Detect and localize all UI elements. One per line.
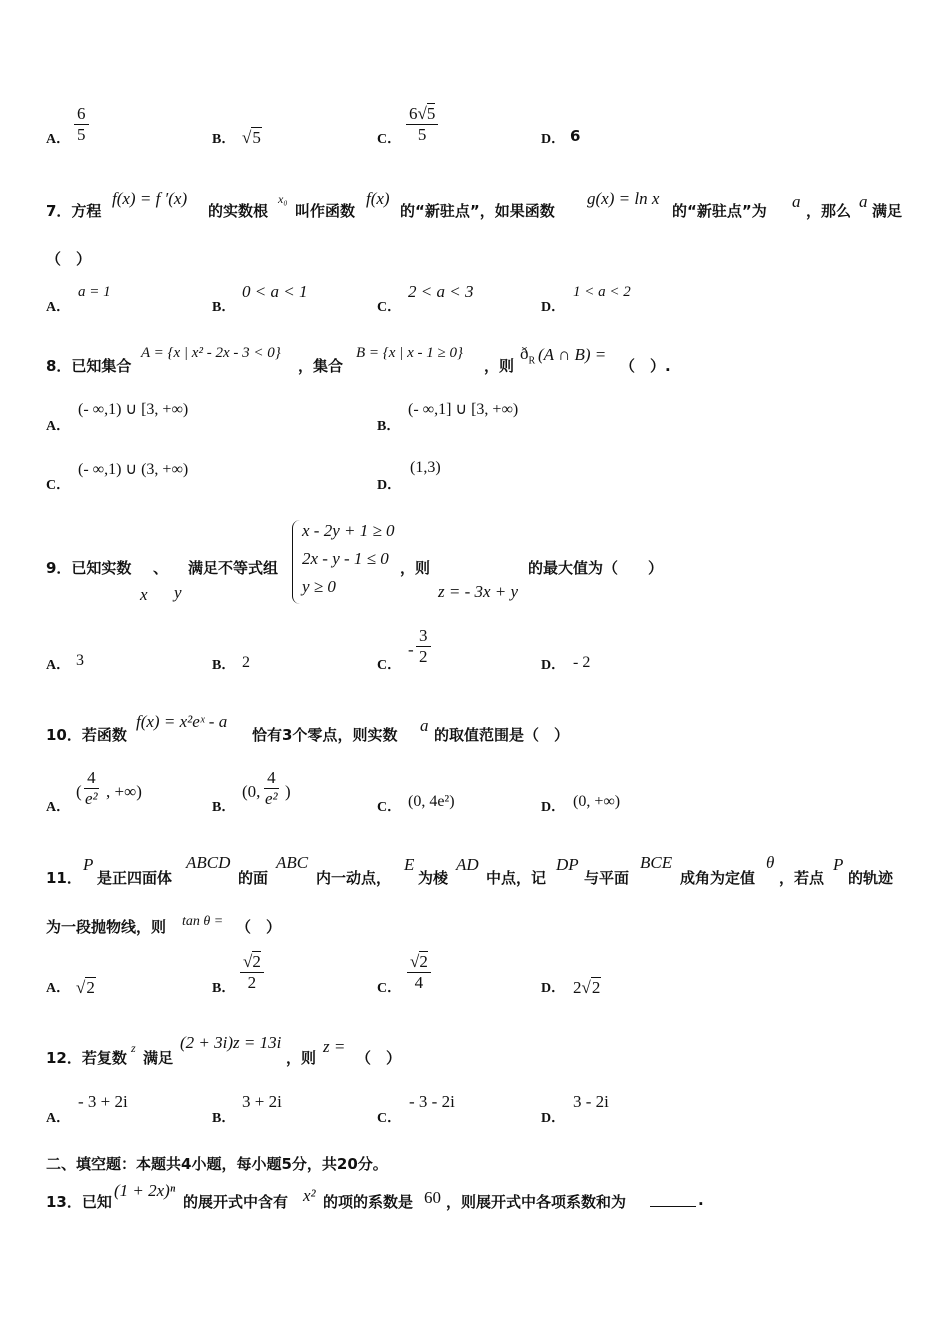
q10-option-d-value[interactable]: (0, +∞) <box>573 793 621 810</box>
q11-c-denominator: 4 <box>414 973 424 992</box>
q9-option-c-fraction[interactable] <box>416 626 431 667</box>
q6-option-c-fraction[interactable]: $\frac{6√5}{5}$ <box>406 104 438 145</box>
q9-option-b-label: B． <box>212 658 236 673</box>
q11-text-8: 成角为定值 <box>680 869 756 887</box>
q11-text-6: 中点，记 <box>486 869 547 887</box>
q6-option-a-label: A． <box>46 132 71 147</box>
q6-option-a-fraction[interactable] <box>74 104 89 145</box>
q11-math-5: AD <box>456 855 479 874</box>
q11-a-radicand: 2 <box>86 978 95 997</box>
q6-c-denominator: 5 <box>417 125 427 144</box>
q8-math-1: A = {x | x² - 2x - 3 < 0} <box>141 345 281 361</box>
q8-math-2: B = {x | x - 1 ≥ 0} <box>356 345 463 361</box>
q7-math-4: g(x) = ln x <box>587 189 660 208</box>
q6-option-d-value[interactable]: 6 <box>570 127 581 145</box>
q9-target-expression: z = - 3x + y <box>438 582 519 601</box>
q9-option-a-label: A． <box>46 658 71 673</box>
q12-option-d-label: D． <box>541 1111 566 1126</box>
q10-math-1: f(x) = x²eˣ - a <box>136 712 228 731</box>
q7-text-4: 的“新驻点”，如果函数 <box>400 202 555 220</box>
section-2-heading: 二、填空题：本题共4小题，每小题5分，共20分。 <box>46 1155 388 1173</box>
q7-text-5: 的“新驻点”为 <box>672 202 767 220</box>
q7-option-c-value[interactable]: 2 < a < 3 <box>408 282 474 301</box>
q13-text-1: 13．已知 <box>46 1193 112 1211</box>
q11-math-2: ABCD <box>186 853 231 872</box>
q10-option-c-label: C． <box>377 800 402 815</box>
q11-math-9: P <box>833 855 844 874</box>
q13-math-3: 60 <box>424 1188 441 1207</box>
q9-text-4: ，则 <box>400 559 431 577</box>
q11-option-b-label: B． <box>212 981 236 996</box>
q10-option-b-label: B． <box>212 800 236 815</box>
q11-text-9: ，若点 <box>779 869 825 887</box>
q9-option-d-value[interactable]: - 2 <box>573 654 591 671</box>
q9-option-d-label: D． <box>541 658 566 673</box>
q10-b-denominator: e² <box>265 789 278 808</box>
q10-text-2: 恰有3个零点，则实数 <box>252 726 398 744</box>
q11-math-1: P <box>83 855 94 874</box>
q11-math-7: BCE <box>640 853 673 872</box>
q13-answer-blank[interactable] <box>650 1192 696 1207</box>
q8-complement-symbol: $ð_R$ <box>520 344 536 367</box>
q8-text-3: ，则 <box>484 357 515 375</box>
q9-var-y: y <box>174 583 182 602</box>
q7-math-1: f(x) = f ′(x) <box>112 189 188 208</box>
q11-c-radicand: 2 <box>419 952 428 971</box>
q7-option-c-label: C． <box>377 300 402 315</box>
q6-a-numerator: 6 <box>74 104 89 125</box>
q7-answer-bracket: （ ） <box>46 250 92 268</box>
q9-c-numerator: 3 <box>416 626 431 647</box>
q11-text-3: 的面 <box>238 869 269 887</box>
q9-option-c-sign: - <box>408 640 414 659</box>
q11-text-10: 的轨迹 <box>848 869 894 887</box>
q12-text-4: （ ） <box>356 1049 402 1067</box>
q8-option-a-value[interactable]: (- ∞,1) ∪ [3, +∞) <box>78 401 189 418</box>
q7-text-1: 7．方程 <box>46 202 102 220</box>
q9-option-c-label: C． <box>377 658 402 673</box>
q11-math-8: θ <box>766 853 775 872</box>
q10-option-d-label: D． <box>541 800 566 815</box>
q9-c-denominator: 2 <box>419 647 428 666</box>
q13-text-3: 的项的系数是 <box>323 1193 414 1211</box>
q10-option-c-value[interactable]: (0, 4e²) <box>408 793 455 810</box>
q10-option-a-label: A． <box>46 800 71 815</box>
q10-a-close: , +∞) <box>106 782 142 801</box>
q6-option-b-label: B． <box>212 132 236 147</box>
q13-math-2: x² <box>303 1186 316 1205</box>
q8-option-d-label: D． <box>377 478 402 493</box>
q11-d-coef: 2 <box>573 978 582 997</box>
q8-math-3: (A ∩ B) = <box>538 345 607 364</box>
q13-text-2: 的展开式中含有 <box>183 1193 289 1211</box>
q11-line2-bracket: （ ） <box>236 918 282 936</box>
q11-option-d-label: D． <box>541 981 566 996</box>
q7-text-3: 叫作函数 <box>295 202 356 220</box>
q9-text-1: 9．已知实数 <box>46 559 132 577</box>
q9-option-a-value[interactable]: 3 <box>76 652 84 669</box>
q11-b-denominator: 2 <box>247 973 257 992</box>
q8-option-d-value[interactable]: (1,3) <box>410 459 441 476</box>
q7-option-a-value[interactable]: a = 1 <box>78 284 111 300</box>
q11-option-a-sqrt[interactable]: √2 <box>76 978 95 997</box>
q12-text-1: 12．若复数 <box>46 1049 127 1067</box>
q6-option-b-sqrt[interactable]: √5 <box>242 128 261 147</box>
q11-b-radicand: 2 <box>252 952 261 971</box>
q11-line2-math: tan θ = <box>182 914 224 929</box>
q10-b-close: ) <box>285 782 291 801</box>
q7-option-a-label: A． <box>46 300 71 315</box>
q10-math-2: a <box>420 716 429 735</box>
q13-math-1: (1 + 2x)ⁿ <box>114 1181 176 1200</box>
q9-text-5: 的最大值为（ ） <box>528 559 664 577</box>
q10-a-open: ( <box>76 782 82 801</box>
q10-option-b-fraction[interactable] <box>262 768 281 809</box>
q8-text-2: ，集合 <box>298 357 344 375</box>
q9-text-2: 、 <box>153 559 169 577</box>
q10-a-denominator: e² <box>85 789 98 808</box>
q11-math-4: E <box>404 855 415 874</box>
q11-option-d-sqrt[interactable]: 2√2 <box>573 978 601 997</box>
q8-option-c-label: C． <box>46 478 71 493</box>
q11-line2-text: 为一段抛物线，则 <box>46 918 167 936</box>
q9-inequality-2: 2x - y - 1 ≤ 0 <box>302 549 389 568</box>
q8-option-a-label: A． <box>46 419 71 434</box>
q12-option-d-value[interactable]: 3 - 2i <box>573 1092 609 1111</box>
q12-option-a-label: A． <box>46 1111 71 1126</box>
q12-option-a-value[interactable]: - 3 + 2i <box>78 1092 128 1111</box>
q7-math-6: a <box>859 192 868 211</box>
q7-option-d-label: D． <box>541 300 566 315</box>
q10-b-open: (0, <box>242 782 261 801</box>
q11-option-b-fraction[interactable]: $\frac{√2}{2}$ <box>240 952 264 993</box>
q11-text-5: 为棱 <box>418 869 449 887</box>
q7-math-5: a <box>792 192 801 211</box>
q9-inequality-3: y ≥ 0 <box>302 577 336 596</box>
q12-text-2: 满足 <box>143 1049 174 1067</box>
q9-text-3: 满足不等式组 <box>188 559 279 577</box>
q7-math-2: x₀ <box>278 192 288 206</box>
q7-text-7: 满足 <box>872 202 903 220</box>
q11-text-4: 内一动点， <box>316 869 392 887</box>
q7-option-d-value[interactable]: 1 < a < 2 <box>573 284 631 300</box>
q7-math-3: f(x) <box>366 189 390 208</box>
q8-option-b-value[interactable]: (- ∞,1] ∪ [3, +∞) <box>408 401 519 418</box>
q12-math-1: z <box>131 1041 136 1055</box>
q12-option-b-value[interactable]: 3 + 2i <box>242 1092 282 1111</box>
q11-option-c-label: C． <box>377 981 402 996</box>
q7-option-b-label: B． <box>212 300 236 315</box>
q12-math-2: (2 + 3i)z = 13i <box>180 1033 282 1052</box>
q11-option-a-label: A． <box>46 981 71 996</box>
q12-option-c-value[interactable]: - 3 - 2i <box>409 1092 455 1111</box>
q9-option-b-value[interactable]: 2 <box>242 654 250 671</box>
q11-d-radicand: 2 <box>591 978 601 997</box>
q13-text-4: ，则展开式中各项系数和为 <box>446 1193 627 1211</box>
q13-text-5: . <box>698 1191 704 1209</box>
q11-option-c-fraction[interactable]: $\frac{√2}{4}$ <box>407 952 431 993</box>
q10-option-a-fraction[interactable] <box>82 768 101 809</box>
q9-inequality-1: x - 2y + 1 ≥ 0 <box>302 521 395 540</box>
q8-text-1: 8．已知集合 <box>46 357 132 375</box>
q6-c-coef: 6 <box>409 104 418 123</box>
q8-option-c-value[interactable]: (- ∞,1) ∪ (3, +∞) <box>78 461 189 478</box>
q11-text-7: 与平面 <box>584 869 630 887</box>
q9-inequality-system <box>302 517 395 601</box>
q12-option-b-label: B． <box>212 1111 236 1126</box>
q10-a-numerator: 4 <box>84 768 99 789</box>
q6-option-c-label: C． <box>377 132 402 147</box>
q6-b-radicand: 5 <box>252 128 261 147</box>
q11-text-2: 是正四面体 <box>97 869 173 887</box>
q7-text-6: ，那么 <box>806 202 852 220</box>
q12-option-c-label: C． <box>377 1111 402 1126</box>
q6-a-denominator: 5 <box>77 125 86 144</box>
q11-text-1: 11． <box>46 869 82 887</box>
q7-text-2: 的实数根 <box>208 202 269 220</box>
q6-c-radicand: 5 <box>426 104 436 123</box>
q9-system-brace <box>292 520 301 604</box>
q10-text-1: 10．若函数 <box>46 726 127 744</box>
q8-option-b-label: B． <box>377 419 401 434</box>
q10-text-3: 的取值范围是（ ） <box>434 726 570 744</box>
q12-text-3: ，则 <box>286 1049 317 1067</box>
q10-b-numerator: 4 <box>264 768 279 789</box>
q6-option-d-label: D． <box>541 132 566 147</box>
q11-math-6: DP <box>556 855 579 874</box>
q12-math-3: z = <box>323 1037 346 1056</box>
q8-text-4: （ ）. <box>620 357 671 375</box>
q7-option-b-value[interactable]: 0 < a < 1 <box>242 282 308 301</box>
q9-var-x: x <box>140 585 148 604</box>
q11-math-3: ABC <box>276 853 309 872</box>
